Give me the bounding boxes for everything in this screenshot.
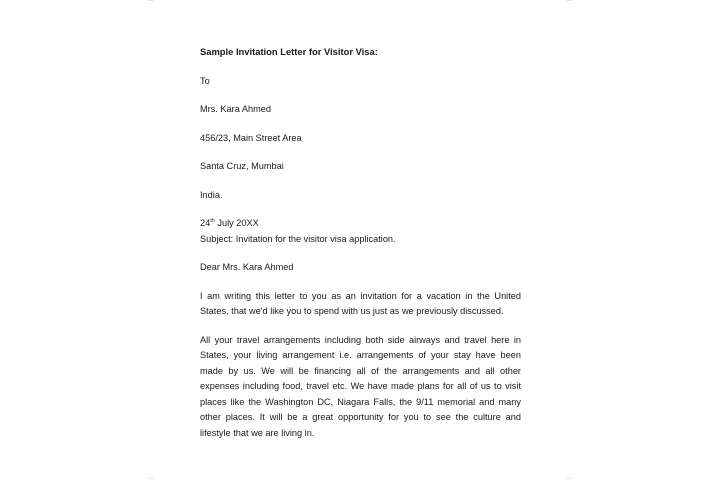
subject-line: Subject: Invitation for the visitor visa application. <box>200 233 396 244</box>
letter-date <box>200 216 521 232</box>
date-day: 24 <box>200 218 211 228</box>
page-corner-mark <box>566 0 572 1</box>
date-ordinal-suffix: th <box>210 217 215 224</box>
body-paragraph-2: All your travel arrangements including both side airways and travel here in States, your living arrangement i.e. arrangements of your stay have been made by us. We will be financing all of the arrangements and all other expenses including food, travel etc. We have made plans for all of us to visit places like the Washington DC, Niagara Falls, the 9/11 memorial and many other places. It will be a great opportunity for you to see the culture and lifestyle that we are living in. <box>200 334 521 438</box>
to-label: To <box>200 75 210 86</box>
address-line-3: India. <box>200 189 223 200</box>
invitation-letter <box>200 44 521 441</box>
salutation: Dear Mrs. Kara Ahmed <box>200 262 294 272</box>
date-month-year: July 20XX <box>214 218 259 228</box>
address-line-1: 456/23, Main Street Area <box>200 132 302 143</box>
address-line-2: Santa Cruz, Mumbai <box>200 161 284 171</box>
recipient-name: Mrs. Kara Ahmed <box>200 104 271 114</box>
page-corner-mark <box>148 0 154 1</box>
body-paragraph-1: I am writing this letter to you as an invitation for a vacation in the United States, that we'd like you to spend with us just as we previously discussed. <box>200 290 521 316</box>
letter-title: Sample Invitation Letter for Visitor Visa: <box>200 46 378 57</box>
page-corner-mark <box>566 478 572 479</box>
page-corner-mark <box>148 478 154 479</box>
